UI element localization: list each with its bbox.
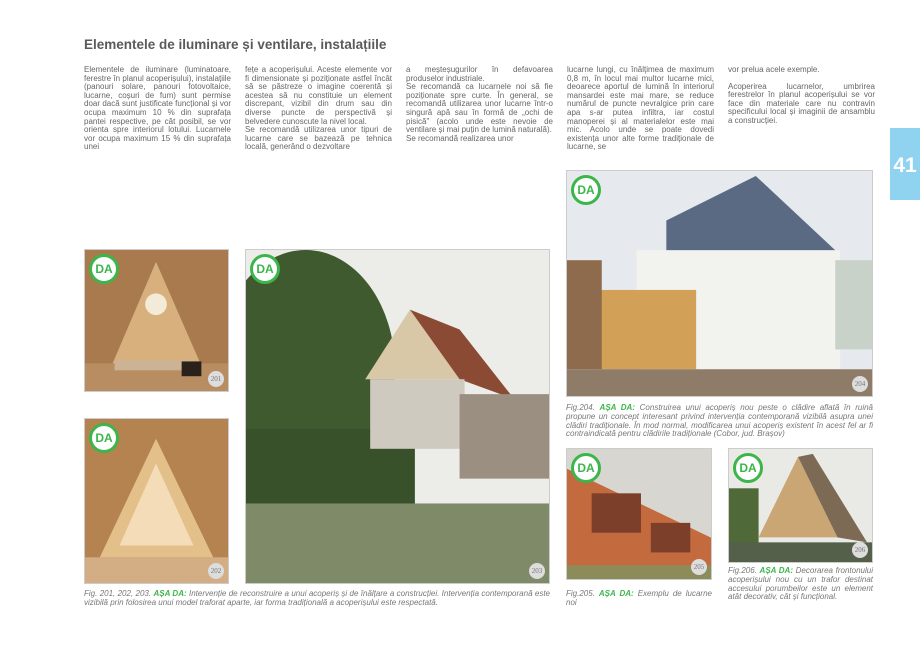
paragraph: a meșteșugurilor în defavoarea produselor industriale. [406,65,553,83]
caption-label: AȘA DA: [759,566,793,575]
photo-201-attic-interior [84,249,229,392]
approved-badge: DA [571,453,601,483]
caption-prefix: Fig.204. [566,403,595,412]
caption-label: AȘA DA: [598,589,634,598]
text-column-2 [245,66,392,152]
caption-fig-206 [728,567,873,602]
caption-label: AȘA DA: [153,589,187,598]
approved-badge: DA [571,175,601,205]
photo-203-house-lattice-gable [245,249,550,584]
page-number-tab: 41 [890,128,920,200]
text-column-4 [567,66,714,152]
paragraph: vor prelua acele exemple. [728,65,820,74]
caption-prefix: Fig.206. [728,566,757,575]
caption-text: Decorarea frontonului acoperișului nou cu un trafor destinat accesului porumbeilor este un element atât decorativ, cât și funcțional. [728,566,873,602]
photo-206-dovecote-gable [728,448,873,563]
photo-202-lattice-gable-interior [84,418,229,584]
paragraph: Se recomandă utilizarea unor tipuri de lucarne care se bazează pe tehnica locală, generând o dezvoltare [245,125,392,152]
paragraph: Se recomandă realizarea unor [406,133,514,143]
figure-number: 204 [852,376,868,392]
caption-fig-205 [566,590,712,608]
caption-label: AȘA DA: [599,403,635,412]
caption-text: Intervenție de reconstruire a unui acoperiș și de înălțare a construcției. Intervenția contemporană este vizibilă prin folosirea unui model traforat aparte, iar forma tradițională a acoperișului este respectată. [84,589,550,607]
approved-badge: DA [733,453,763,483]
text-column-3 [406,66,553,143]
figure-number: 206 [852,542,868,558]
approved-badge: DA [89,254,119,284]
paragraph: Se recomandă ca lucarnele noi să fie poziționate spre curte. În general, se recomandă utilizarea unor lucarne într-o singură apă sau în formă de „ochi de pisică” (acolo unde este nevoie de ventilare și mai puțin de lumină naturală). [406,82,553,135]
paragraph: Elementele de iluminare (luminatoare, ferestre în planul acoperișului), instalațiile (panouri solare, panouri fotovoltaice, lucarne, coșuri de fum) sunt permise doar dacă sunt justificate funcțional și vor ocupa maximum 10 % din suprafața pantei respective, pe cât posibil, se vor orienta spre interiorul lotului. Lucarnele vor ocupa maximum 15 % din suprafața unei [84,65,231,152]
caption-prefix: Fig. 201, 202, 203. [84,589,152,598]
text-column-1 [84,66,231,152]
approved-badge: DA [250,254,280,284]
paragraph: Acoperirea lucarnelor, umbrirea ferestrelor în planul acoperișului se vor face din materiale care nu contravin specificului local și imaginii de ansamblu a construcției. [728,81,875,125]
photo-205-new-dormers [566,448,712,580]
approved-badge: DA [89,423,119,453]
photo-204-new-roof-on-ruin [566,170,873,397]
caption-text: Exemplu de lucarne noi [566,589,712,607]
caption-fig-201-203 [84,590,550,608]
paragraph: fețe a acoperișului. Aceste elemente vor fi dimensionate și poziționate astfel încât să se păstreze o imagine coerentă și acestea să nu constituie un element discrepant, vizibil din drum sau din diverse puncte de perspectivă și belvedere cunoscute la nivel local. [245,65,392,126]
text-column-5 [728,66,875,126]
figure-number: 205 [691,559,707,575]
caption-prefix: Fig.205. [566,589,595,598]
figure-number: 201 [208,371,224,387]
paragraph: lucarne lungi, cu înălțimea de maximum 0,8 m, în locul mai multor lucarne mici, deoarece aportul de lumină în interiorul mansardei este mai mare, se reduce numărul de puncte nevralgice prin care apa s-ar putea infiltra, iar costul manoperei și al materialelor este mai mic. Acolo unde se poate dovedi existența unor alte forme tradiționale de lucarne, se [567,65,714,152]
section-title: Elementele de iluminare și ventilare, instalațiile [84,37,387,52]
caption-text: Construirea unui acoperiș nou peste o clădire aflată în ruină propune un concept interesant privind intervenția contemporană vizibilă asupra unei clădiri tradiționale. În mod normal, modificarea unui acoperiș existent în acest fel ar fi contraindicată pentru clădirile tradiționale (Cobor, jud. Brașov) [566,403,873,439]
figure-number: 202 [208,563,224,579]
caption-fig-204 [566,404,873,439]
figure-number: 203 [529,563,545,579]
